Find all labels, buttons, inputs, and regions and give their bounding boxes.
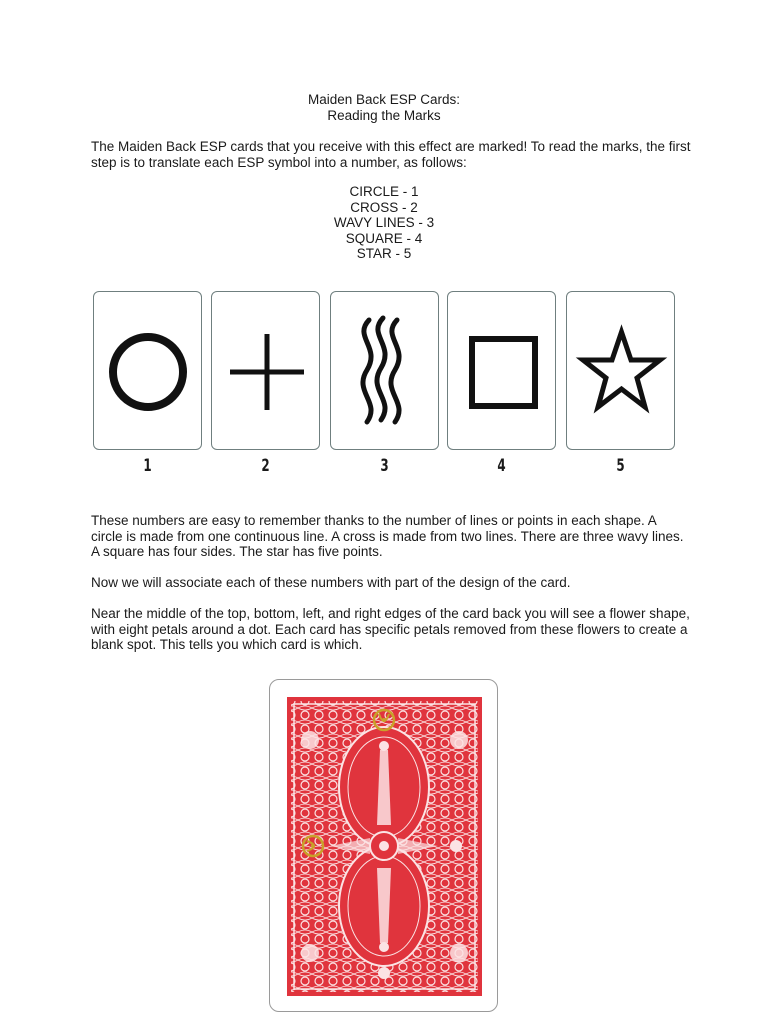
mapping-cross: CROSS - 2 <box>350 199 418 215</box>
star-icon <box>583 332 660 407</box>
symbol-number-mapping <box>0 184 768 262</box>
numbers-explanation-paragraph: These numbers are easy to remember thanks to the number of lines or points in each shape. A circle is made from one continuous line. A cross is made from two lines. There are three wavy lines. A square has four sides. The star has five points. <box>91 513 684 560</box>
esp-card-circle <box>93 291 202 450</box>
wavy-lines-icon <box>363 318 399 422</box>
mapping-star: STAR - 5 <box>356 246 412 262</box>
mapping-square: SQUARE - 4 <box>345 230 423 246</box>
square-icon <box>472 339 535 406</box>
card-number-5: 5 <box>616 456 625 476</box>
circle-icon <box>113 337 183 407</box>
title-line-1: Maiden Back ESP Cards: <box>307 92 461 107</box>
esp-card-cross <box>211 291 320 450</box>
card-number-1: 1 <box>143 456 152 476</box>
card-number-4: 4 <box>497 456 506 476</box>
page-title <box>0 92 768 124</box>
mapping-wavy-lines: WAVY LINES - 3 <box>333 215 435 231</box>
mapping-circle: CIRCLE - 1 <box>349 184 419 199</box>
flowers-paragraph: Near the middle of the top, bottom, left, and right edges of the card back you will see a flower shape, with eight petals around a dot. Each card has specific petals removed from these flowers to create a blank spot. This tells you which card is which. <box>91 606 690 653</box>
title-line-2: Reading the Marks <box>327 108 441 123</box>
esp-card-square <box>447 291 556 450</box>
card-number-2: 2 <box>261 456 270 476</box>
intro-paragraph: The Maiden Back ESP cards that you receive with this effect are marked! To read the marks, the first step is to translate each ESP symbol into a number, as follows: <box>91 139 691 170</box>
bottom-flower <box>378 967 390 979</box>
esp-card-star <box>566 291 675 450</box>
right-flower <box>450 840 462 852</box>
card-number-3: 3 <box>380 456 389 476</box>
cross-icon <box>230 334 304 410</box>
card-back-image <box>269 679 498 1012</box>
esp-card-wavy-lines <box>330 291 439 450</box>
associate-paragraph: Now we will associate each of these numbers with part of the design of the card. <box>91 575 571 590</box>
